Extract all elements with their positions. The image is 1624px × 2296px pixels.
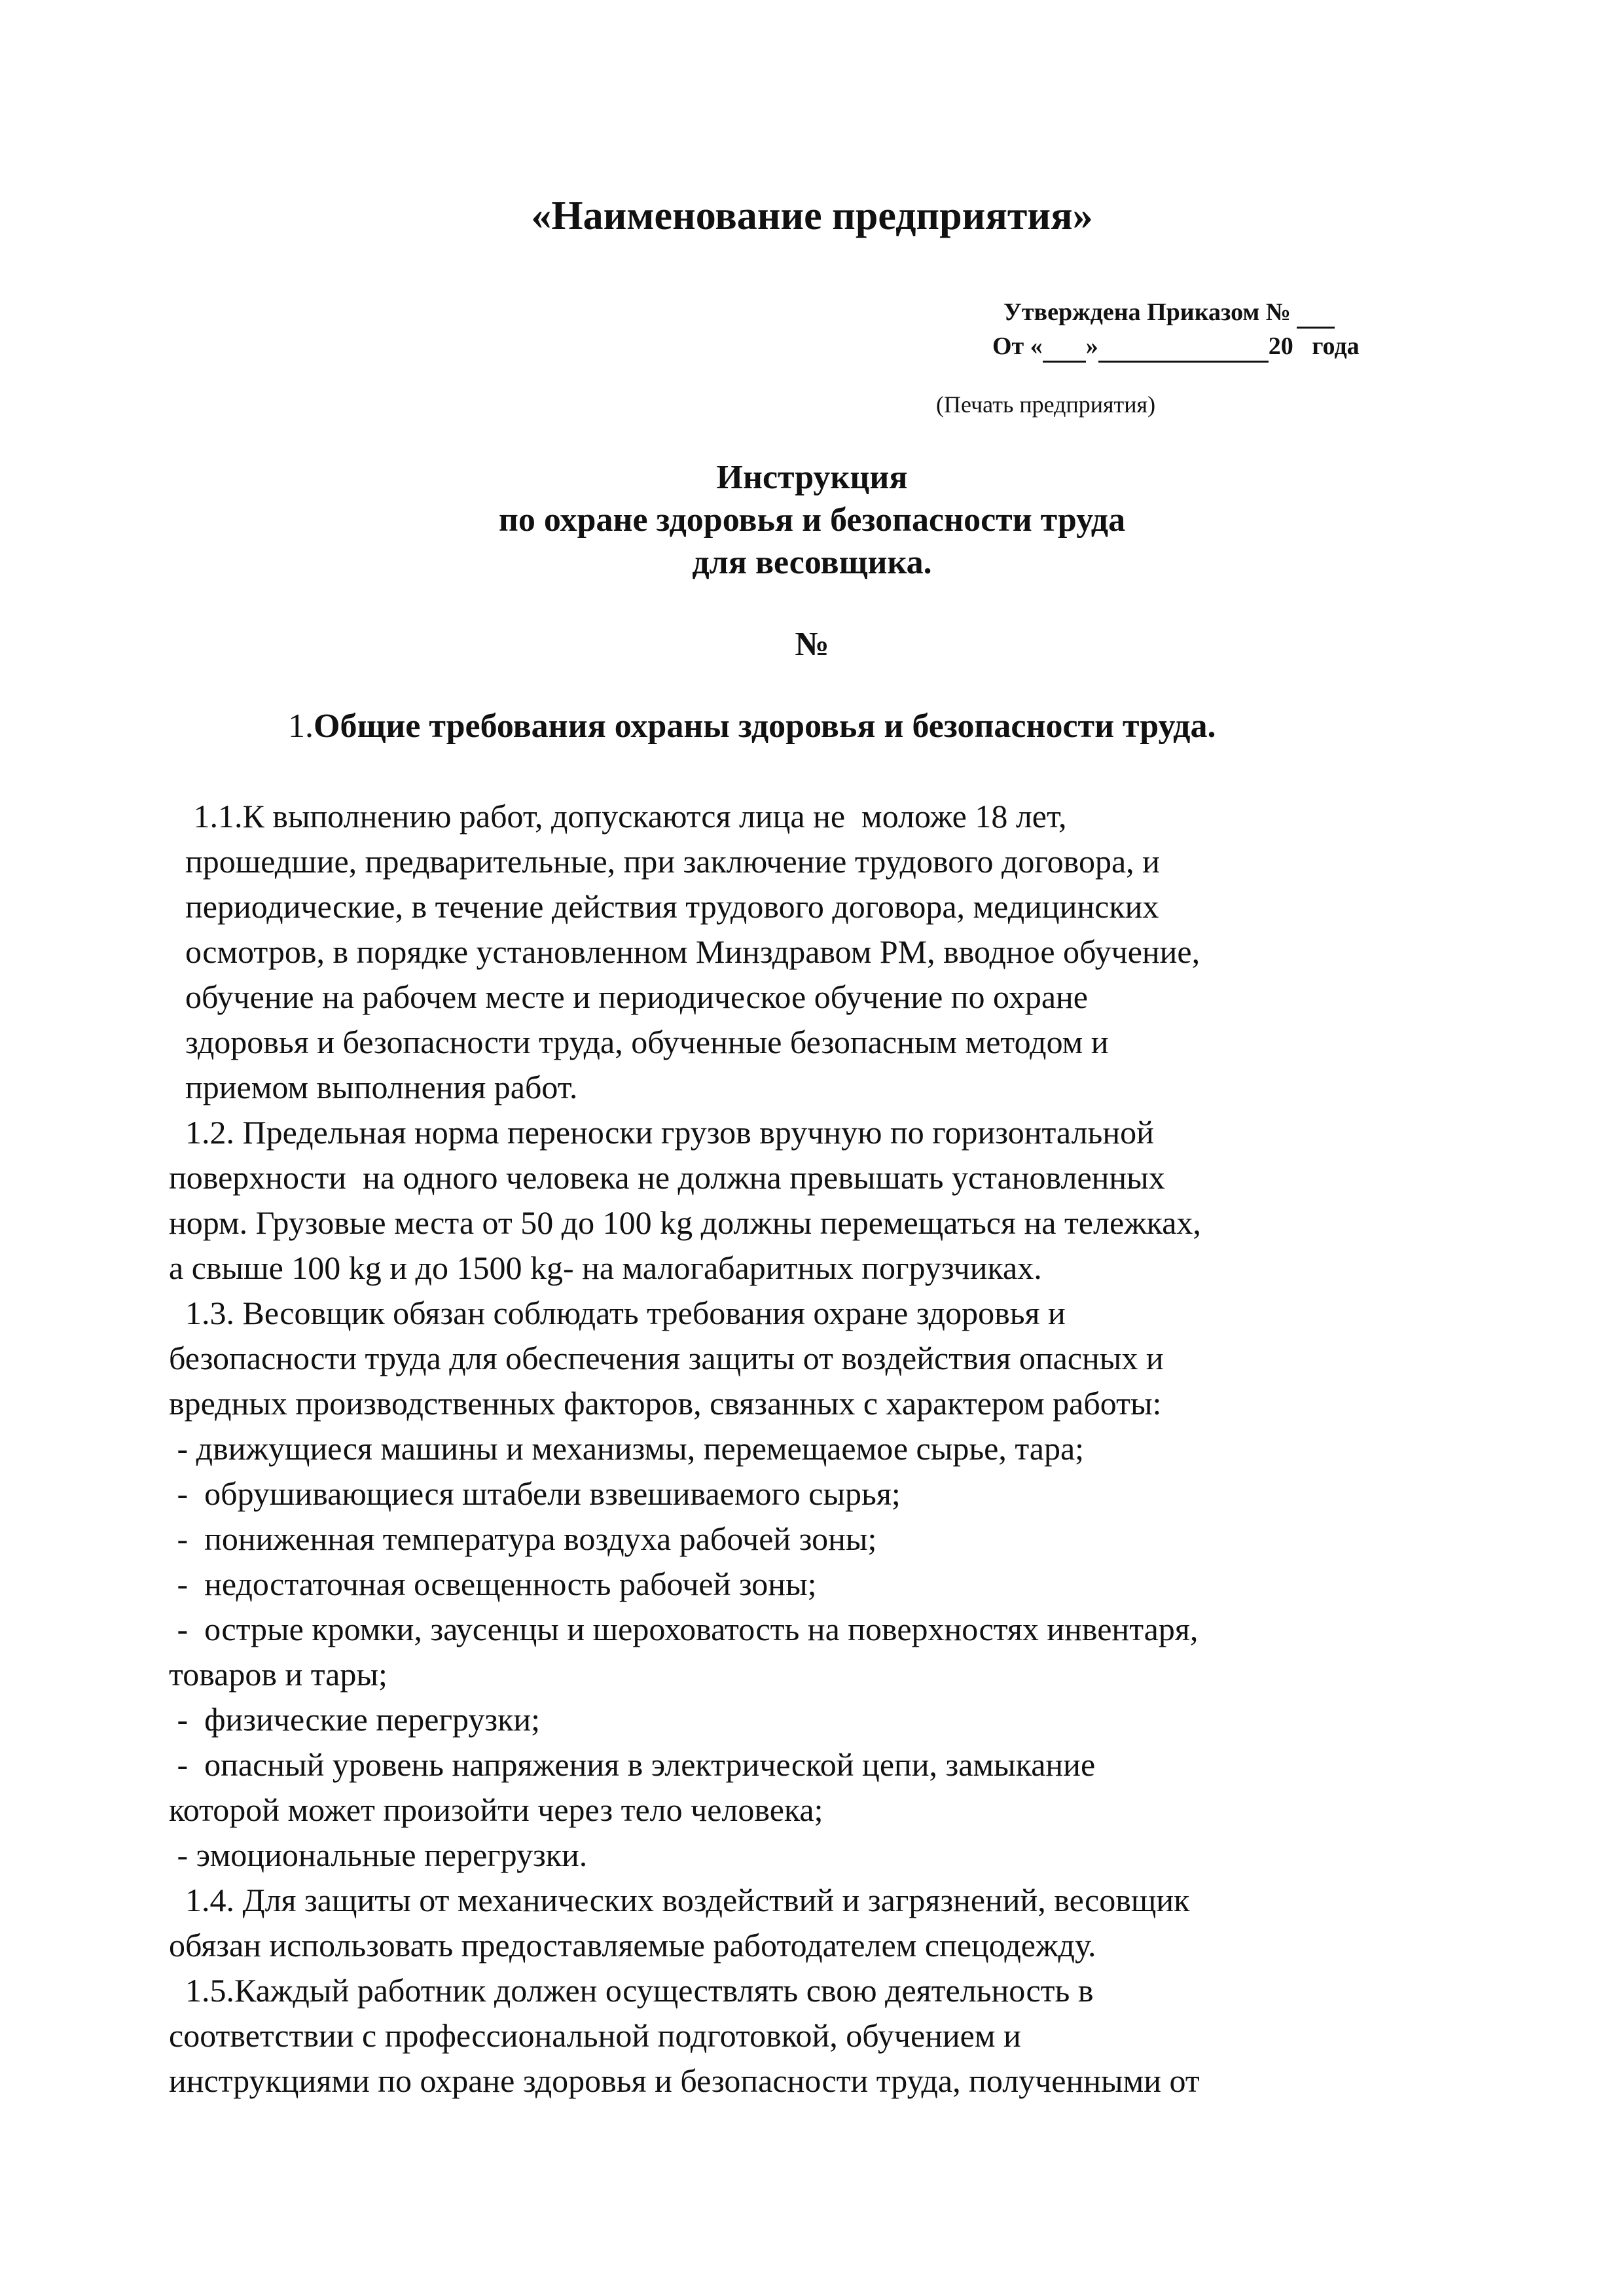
year-prefix: 20 xyxy=(1268,332,1293,360)
instruction-position: для весовщика. xyxy=(692,544,932,581)
body-line: прошедшие, предварительные, при заключение трудового договора, и xyxy=(169,843,1160,880)
body-line: которой может произойти через тело человека; xyxy=(169,1791,823,1828)
year-label: года xyxy=(1312,332,1360,360)
body-line: безопасности труда для обеспечения защиты от воздействия опасных и xyxy=(169,1340,1164,1376)
body-line: осмотров, в порядке установленном Минздравом РМ, вводное обучение, xyxy=(169,933,1200,970)
body-line: 1.4. Для защиты от механических воздействий и загрязнений, весовщик xyxy=(169,1882,1190,1918)
approval-line xyxy=(1003,298,1335,329)
body-line: - опасный уровень напряжения в электрической цепи, замыкание xyxy=(169,1746,1096,1783)
body-line: а свыше 100 kg и до 1500 kg- на малогабаритных погрузчиках. xyxy=(169,1249,1042,1286)
instruction-number: № xyxy=(795,626,829,663)
body-line: обучение на рабочем месте и периодическое обучение по охране xyxy=(169,978,1088,1015)
instruction-subtitle: по охране здоровья и безопасности труда xyxy=(498,501,1126,539)
section-1-title: Общие требования охраны здоровья и безопасности труда. xyxy=(314,708,1216,745)
body-line: 1.5.Каждый работник должен осуществлять свою деятельность в xyxy=(169,1972,1094,2009)
approved-label: Утверждена Приказом № xyxy=(1003,298,1291,326)
section-1-number: 1. xyxy=(288,708,314,745)
body-line: 1.2. Предельная норма переноски грузов вручную по горизонтальной xyxy=(169,1114,1154,1151)
body-line: - физические перегрузки; xyxy=(169,1701,541,1738)
body-line: периодические, в течение действия трудового договора, медицинских xyxy=(169,888,1159,925)
company-name: «Наименование предприятия» xyxy=(531,194,1093,238)
body-line: соответствии с профессиональной подготовкой, обучением и xyxy=(169,2017,1021,2054)
body-line: - недостаточная освещенность рабочей зоны; xyxy=(169,1566,817,1602)
body-line: - острые кромки, заусенцы и шероховатость на поверхностях инвентаря, xyxy=(169,1611,1199,1647)
body-line: норм. Грузовые места от 50 до 100 kg должны перемещаться на тележках, xyxy=(169,1204,1201,1241)
section-1-heading xyxy=(288,707,1216,745)
body-line: товаров и тары; xyxy=(169,1656,388,1693)
body-line: - обрушивающиеся штабели взвешиваемого сырья; xyxy=(169,1475,901,1512)
day-blank xyxy=(1043,332,1086,363)
body-line: - пониженная температура воздуха рабочей зоны; xyxy=(169,1520,877,1557)
order-number-blank xyxy=(1297,298,1335,329)
body-line: поверхности на одного человека не должна превышать установленных xyxy=(169,1159,1165,1196)
body-line: - эмоциональные перегрузки. xyxy=(169,1837,588,1873)
body-line: приемом выполнения работ. xyxy=(169,1069,578,1105)
body-line: здоровья и безопасности труда, обученные безопасным методом и xyxy=(169,1024,1109,1060)
from-label: От « xyxy=(992,332,1043,360)
body-line: вредных производственных факторов, связанных с характером работы: xyxy=(169,1385,1162,1422)
month-blank xyxy=(1098,332,1269,363)
seal-placeholder: (Печать предприятия) xyxy=(936,391,1156,418)
body-line: инструкциями по охране здоровья и безопасности труда, полученными от xyxy=(169,2062,1200,2099)
body-line: обязан использовать предоставляемые работодателем спецодежду. xyxy=(169,1927,1096,1964)
body-line: 1.1.К выполнению работ, допускаются лица не моложе 18 лет, xyxy=(169,798,1067,834)
body-line: 1.3. Весовщик обязан соблюдать требования охране здоровья и xyxy=(169,1295,1066,1331)
date-line xyxy=(992,332,1360,363)
instruction-title: Инструкция xyxy=(716,459,908,496)
quote-close: » xyxy=(1085,332,1098,360)
body-line: - движущиеся машины и механизмы, перемещаемое сырье, тара; xyxy=(169,1430,1085,1467)
